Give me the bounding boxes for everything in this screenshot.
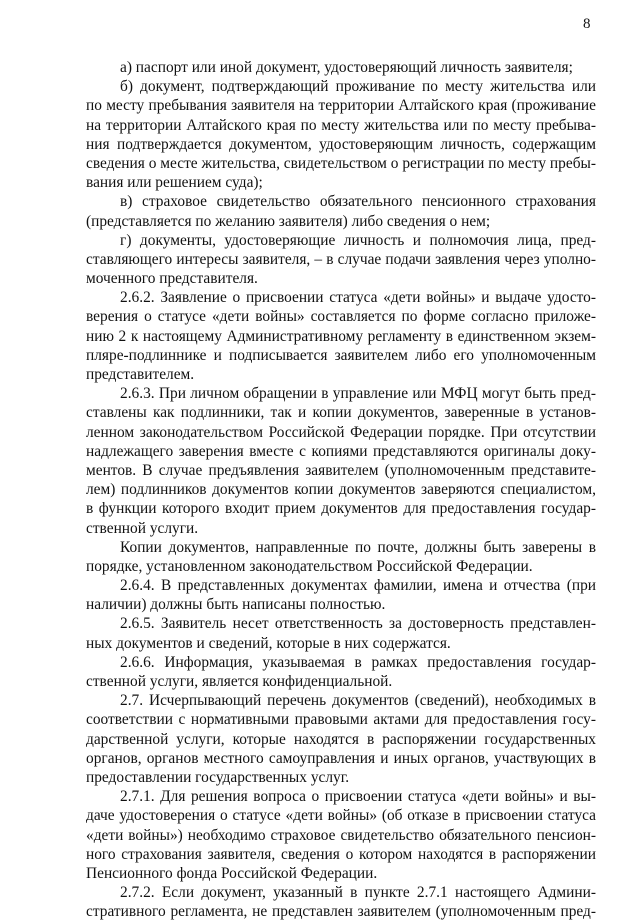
text-line: в функции которого входит прием документов для предоставления государ- (86, 500, 596, 518)
text-line: даче удостоверения о статусе «дети войны» (об отказе в присвоении статуса (86, 807, 596, 825)
text-line: моченного представителя. (86, 270, 258, 288)
text-line: соответствии с нормативными правовыми актами для предоставления госу- (86, 711, 596, 729)
text-line: (представляется по желанию заявителя) либо сведения о нем; (86, 212, 491, 230)
text-line: Пенсионного фонда Российской Федерации. (86, 864, 378, 882)
text-line: ственной услуги, является конфиденциальной. (86, 673, 393, 690)
text-line: 2.7. Исчерпывающий перечень документов (сведений), необходимых в (120, 692, 596, 710)
text-line: 2.6.3. При личном обращении в управление или МФЦ могут быть пред- (120, 385, 596, 403)
text-line: в) страховое свидетельство обязательного пенсионного страхования (120, 193, 596, 211)
text-line: дарственной услуги, которые находятся в распоряжении государственных (86, 730, 596, 748)
document-body (86, 58, 596, 921)
text-line: на территории Алтайского края по месту жительства или по месту пребыва- (86, 116, 596, 134)
text-line: ственной услуги. (86, 519, 199, 537)
text-line: наличии) должны быть написаны полностью. (86, 596, 386, 614)
text-line: сведения о месте жительства, свидетельством о регистрации по месту пребы- (86, 154, 596, 172)
text-line: ставляющего интересы заявителя, – в случае подачи заявления через уполно- (86, 250, 596, 268)
text-line: ных документов и сведений, которые в них содержатся. (86, 634, 451, 652)
text-line: ния подтверждается документом, удостоверяющим личность, содержащим (86, 135, 596, 153)
text-line: 2.6.6. Информация, указываемая в рамках предоставления государ- (120, 653, 596, 671)
text-line: ментов. В случае предъявления заявителем (уполномоченным представите- (86, 461, 596, 479)
text-line: органов, органов местного самоуправления и иных органов, участвующих в (86, 749, 596, 767)
text-line: представителем. (86, 366, 195, 383)
text-line: порядке, установленном законодательством Российской Федерации. (86, 557, 533, 575)
text-line: ленном законодательством Российской Федерации порядке. При отсутствии (86, 423, 596, 441)
text-line: 2.6.2. Заявление о присвоении статуса «дети войны» и выдаче удосто- (120, 289, 596, 307)
text-line: лем) подлинников документов копии документов заверяются специалистом, (86, 481, 596, 499)
text-line: 2.6.4. В представленных документах фамилии, имена и отчества (при (120, 577, 596, 595)
text-line: нию 2 к настоящему Административному регламенту в единственном экзем- (86, 327, 596, 345)
text-line: предоставлении государственных услуг. (86, 768, 350, 786)
text-line: вания или решением суда); (86, 174, 263, 192)
text-line: Копии документов, направленные по почте, должны быть заверены в (120, 538, 596, 556)
text-line: стративного регламента, не представлен заявителем (уполномоченным пред- (86, 903, 596, 921)
text-line: 2.6.5. Заявитель несет ответственность за достоверность представлен- (120, 615, 596, 633)
text-line: б) документ, подтверждающий проживание по месту жительства или (120, 78, 596, 96)
text-line: пляре-подлиннике и подписывается заявителем либо его уполномоченным (86, 346, 596, 364)
page-number: 8 (583, 16, 591, 32)
text-line: надлежащего заверения вместе с копиями представляются оригиналы доку- (86, 442, 596, 460)
text-line: г) документы, удостоверяющие личность и полномочия лица, пред- (120, 231, 596, 249)
text-line: верения о статусе «дети войны» составляется по форме согласно приложе- (86, 308, 596, 326)
text-line: 2.7.2. Если документ, указанный в пункте 2.7.1 настоящего Админи- (120, 884, 596, 902)
text-line: «дети войны») необходимо страховое свидетельство обязательного пенсион- (86, 826, 596, 844)
text-line: ставлены как подлинники, так и копии документов, заверенные в установ- (86, 404, 596, 422)
text-line: 2.7.1. Для решения вопроса о присвоении статуса «дети войны» и вы- (120, 788, 596, 806)
text-line: ного страхования заявителя, сведения о котором находятся в распоряжении (86, 845, 596, 863)
text-line: по месту пребывания заявителя на территории Алтайского края (проживание (86, 97, 596, 115)
text-line: а) паспорт или иной документ, удостоверяющий личность заявителя; (120, 59, 573, 76)
